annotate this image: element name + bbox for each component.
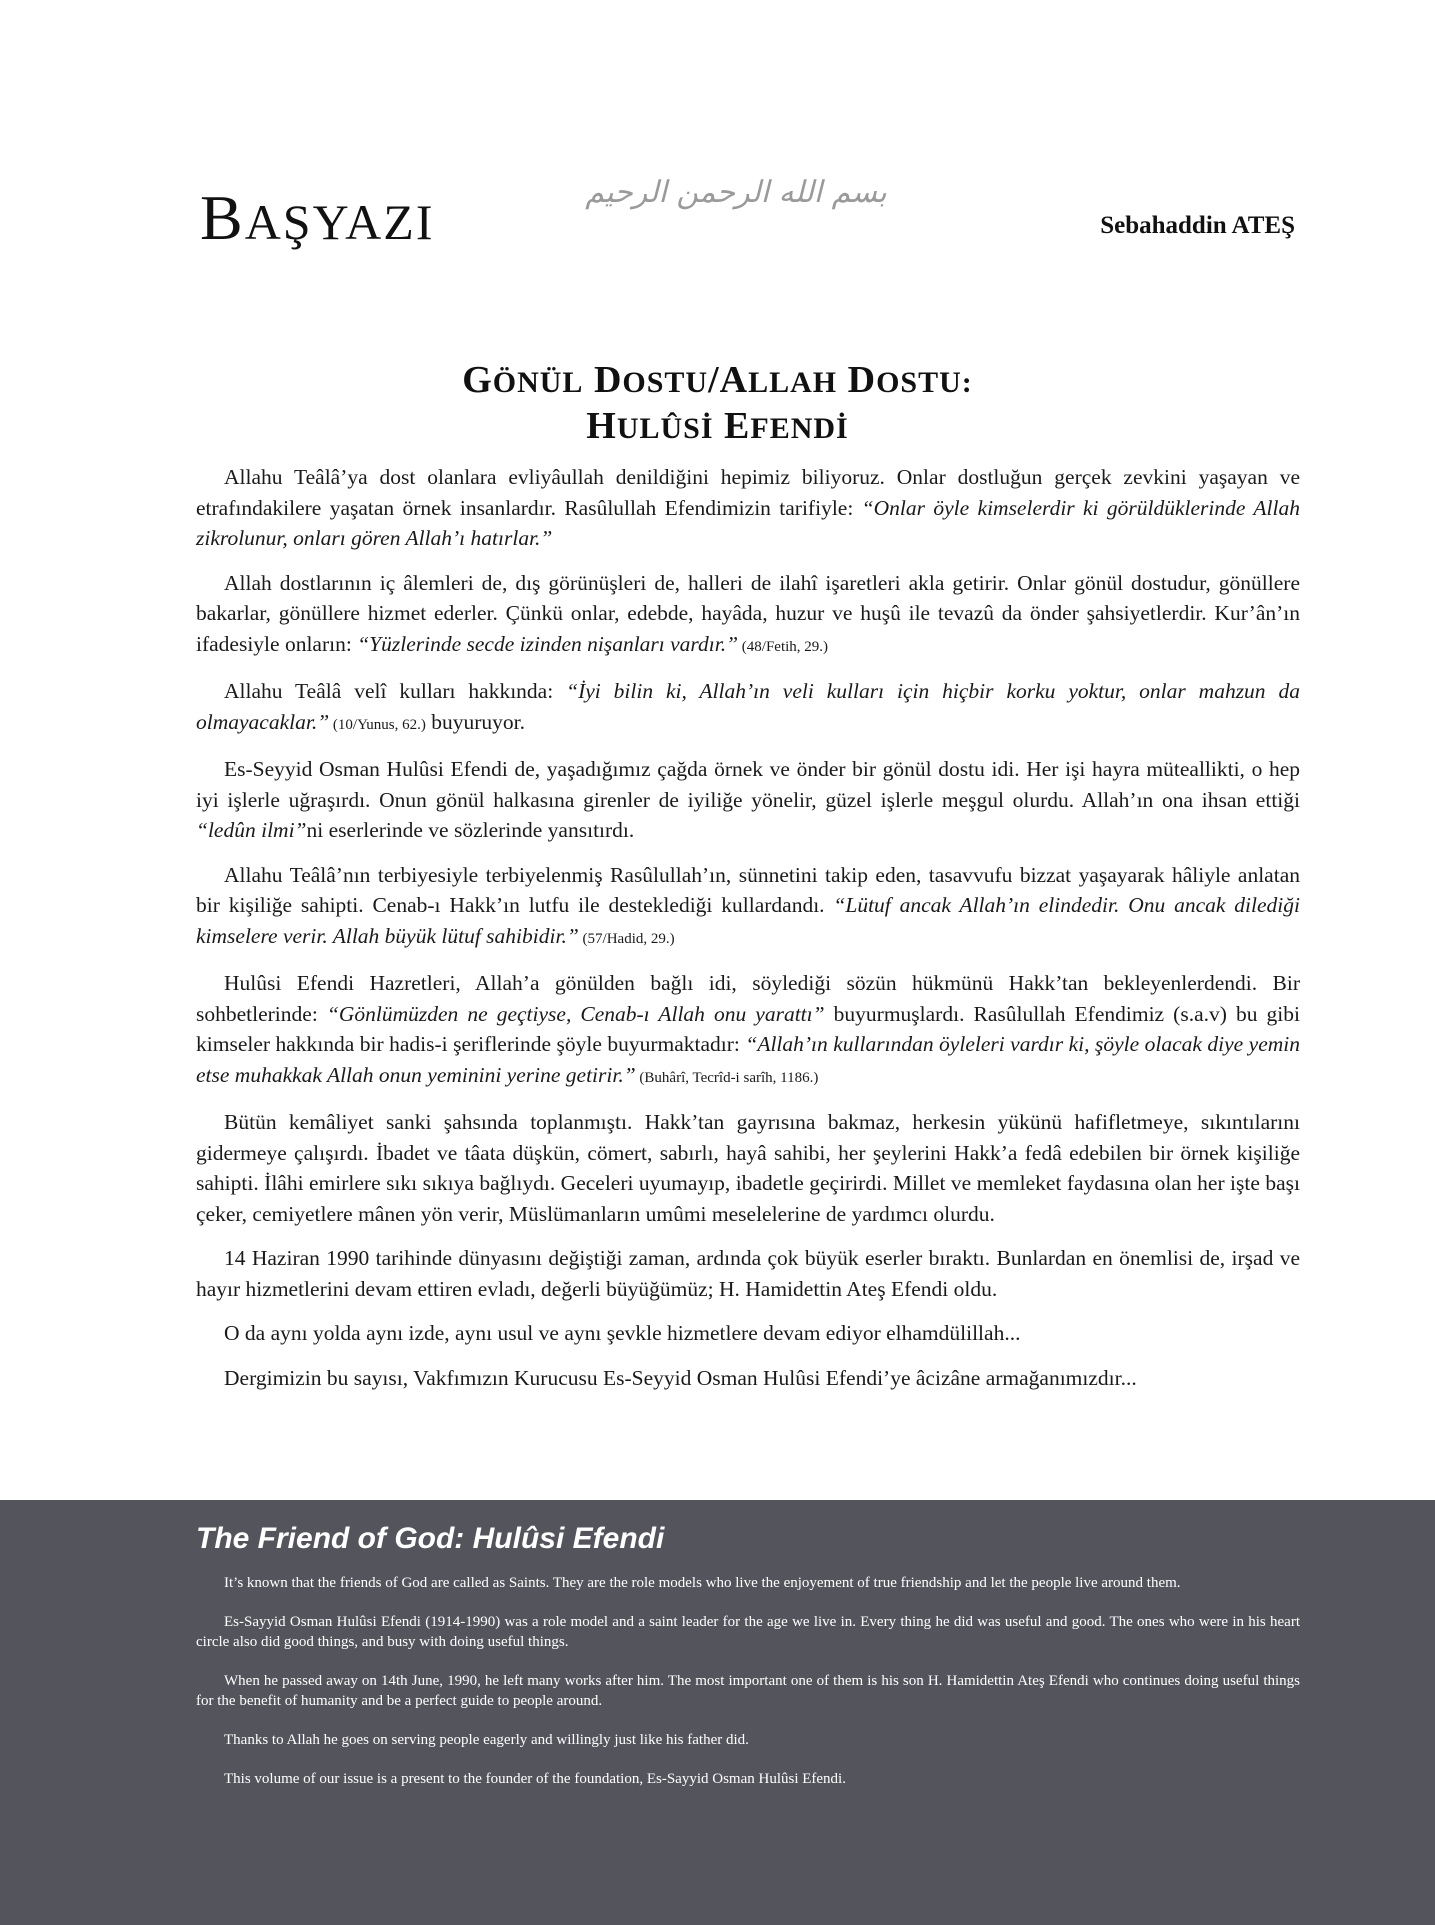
- english-paragraph-3: When he passed away on 14th June, 1990, he left many works after him. The most important one of them is his son H. Hamidettin Ateş Efendi who continues doing useful things for the benefit of humanity and be a perfect guide to people around.: [196, 1673, 1300, 1709]
- section-label: BAŞYAZI: [200, 182, 435, 253]
- paragraph-1: Allahu Teâlâ’ya dost olanlara evliyâullah denildiğini hepimiz biliyoruz. Onlar dostluğun gerçek zevkini yaşayan ve etrafındakilere yaşatan örnek insanlardır. Rasûlullah Efendimizin tarifiyle: “Onlar öyle kimselerdir ki görüldüklerinde Allah zikrolunur, onları gören Allah’ı hatırlar.”: [196, 465, 1300, 550]
- paragraph-5: Allahu Teâlâ’nın terbiyesiyle terbiyelenmiş Rasûlullah’ın, sünnetini takip eden, tasavvufu bizzat yaşayarak hâliyle anlatan bir kişiliğe sahipti. Cenab-ı Hakk’ın lutfu ile desteklediği kullardandı. “Lütuf ancak Allah’ın elindedir. Onu ancak dilediği kimselere verir. Allah büyük lütuf sahibidir.” (57/Hadid, 29.): [196, 862, 1300, 948]
- article-body: [196, 462, 1300, 1407]
- english-paragraph-5: This volume of our issue is a present to the founder of the foundation, Es-Sayyid Osman Hulûsi Efendi.: [224, 1771, 846, 1787]
- paragraph-7: Bütün kemâliyet sanki şahsında toplanmıştı. Hakk’tan gayrısına bakmaz, herkesin yükünü hafifletmeye, sıkıntılarını gidermeye çalışırdı. İbadet ve tâata düşkün, cömert, sabırlı, hayâ sahibi, her şeylerini Hakk’a fedâ edebilen bir örnek kişiliğe sahipti. İlâhi emirlere sıkı sıkıya bağlıydı. Geceleri uyumayıp, ibadetle geçirirdi. Millet ve memleket faydasına olan her işte başı çeker, cemiyetlere mânen yön verir, Müslümanların umûmi meselelerine de yardımcı olurdu.: [196, 1110, 1300, 1226]
- paragraph-10: Dergimizin bu sayısı, Vakfımızın Kurucusu Es-Seyyid Osman Hulûsi Efendi’ye âcizâne armağanımızdır...: [224, 1365, 1137, 1390]
- paragraph-3: Allahu Teâlâ velî kulları hakkında: “İyi bilin ki, Allah’ın veli kulları için hiçbir korku yoktur, onlar mahzun da olmayacaklar.” (10/Yunus, 62.) buyuruyor.: [196, 679, 1300, 734]
- paragraph-2: Allah dostlarının iç âlemleri de, dış görünüşleri de, halleri de ilahî işaretleri akla getirir. Onlar gönül dostudur, gönüllere bakarlar, gönüllere hizmet ederler. Çünkü onlar, edebde, hayâda, huzur ve huşû ile tevazû da önder şahsiyetlerdir. Kur’ân’ın ifadesiyle onların: “Yüzlerinde secde izinden nişanları vardır.” (48/Fetih, 29.): [196, 570, 1300, 656]
- english-body: [196, 1573, 1300, 1808]
- basmala-calligraphy: [585, 150, 887, 228]
- english-title: The Friend of God: Hulûsi Efendi: [196, 1522, 665, 1555]
- english-summary-panel: [0, 1500, 1435, 1925]
- paragraph-8: 14 Haziran 1990 tarihinde dünyasını değiştiği zaman, ardında çok büyük eserler bıraktı. Bunlardan en önemlisi de, irşad ve hayır hizmetlerini devam ettiren evladı, değerli büyüğümüz; H. Hamidettin Ateş Efendi oldu.: [196, 1246, 1300, 1301]
- paragraph-6: Hulûsi Efendi Hazretleri, Allah’a gönülden bağlı idi, söylediği sözün hükmünü Hakk’tan bekleyenlerdendi. Bir sohbetlerinde: “Gönlümüzden ne geçtiyse, Cenab-ı Allah onu yarattı” buyurmuşlardı. Rasûlullah Efendimiz (s.a.v) bu gibi kimseler hakkında bir hadis-i şeriflerinde şöyle buyurmaktadır: “Allah’ın kullarından öyleleri vardır ki, şöyle olacak diye yemin etse muhakkak Allah onun yeminini yerine getirir.” (Buhârî, Tecrîd-i sarîh, 1186.): [196, 971, 1300, 1087]
- english-paragraph-2: Es-Sayyid Osman Hulûsi Efendi (1914-1990) was a role model and a saint leader for the age we live in. Every thing he did was useful and good. The ones who were in his heart circle also did good things, and busy with doing useful things.: [196, 1614, 1300, 1650]
- english-paragraph-1: It’s known that the friends of God are called as Saints. They are the role models who live the enjoyement of true friendship and let the people live around them.: [224, 1575, 1181, 1591]
- article-title-line2: HULÛSİ EFENDİ: [586, 405, 849, 447]
- author-name: Sebahaddin ATEŞ: [1100, 212, 1295, 239]
- paragraph-4: Es-Seyyid Osman Hulûsi Efendi de, yaşadığımız çağda örnek ve önder bir gönül dostu idi. Her işi hayra müteallikti, o hep iyi işlerle uğraşırdı. Onun gönül halkasına girenler de iyiliğe yönelir, güzel işlerle meşgul olurdu. Allah’ın ona ihsan ettiği “ledûn ilmi”ni eserlerinde ve sözlerinde yansıtırdı.: [196, 757, 1300, 842]
- paragraph-9: O da aynı yolda aynı izde, aynı usul ve aynı şevkle hizmetlere devam ediyor elhamdülillah...: [224, 1321, 1021, 1345]
- basmala-text: بسم الله الرحمن الرحيم: [585, 175, 887, 210]
- english-paragraph-4: Thanks to Allah he goes on serving people eagerly and willingly just like his father did.: [224, 1732, 749, 1748]
- article-title-line1: GÖNÜL DOSTU/ALLAH DOSTU:: [462, 359, 973, 401]
